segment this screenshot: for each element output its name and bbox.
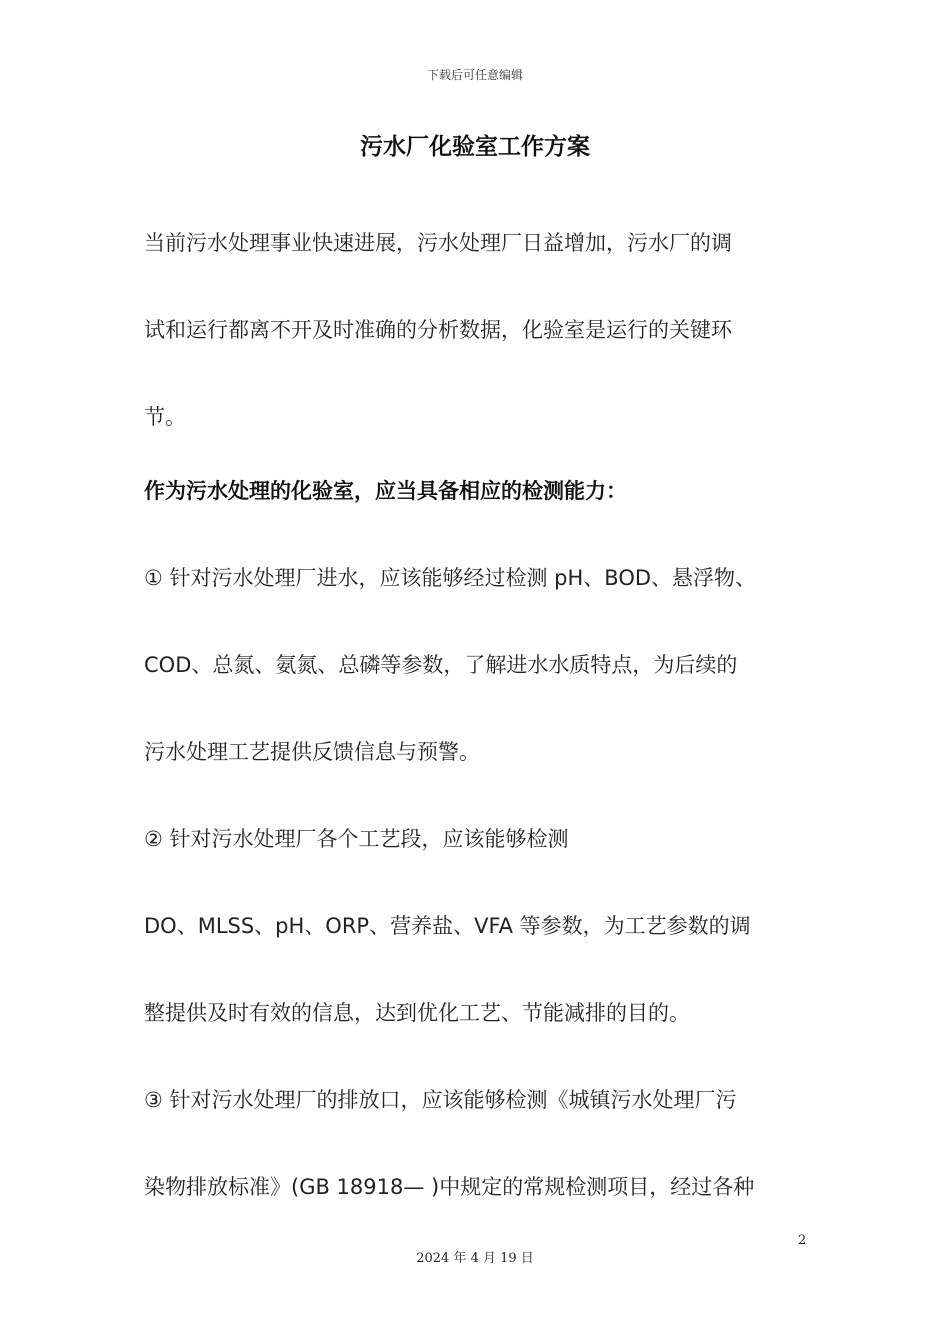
- list-item-2-line: ② 针对污水处理厂各个工艺段，应该能够检测: [144, 827, 569, 851]
- section-heading: 作为污水处理的化验室，应当具备相应的检测能力：: [144, 479, 627, 503]
- list-item-1-line: ① 针对污水处理厂进水，应该能够经过检测 pH、BOD、悬浮物、: [144, 566, 757, 590]
- footer-date: 2024 年 4 月 19 日: [416, 1251, 534, 1266]
- paragraph-line: 节。: [144, 405, 186, 429]
- paragraph-line: 试和运行都离不开及时准确的分析数据，化验室是运行的关键环: [144, 318, 732, 342]
- list-item-3-line: ③ 针对污水处理厂的排放口，应该能够检测《城镇污水处理厂污: [144, 1088, 737, 1112]
- list-item-1-line: 污水处理工艺提供反馈信息与预警。: [144, 740, 480, 764]
- list-item-2-line: 整提供及时有效的信息，达到优化工艺、节能减排的目的。: [144, 1001, 690, 1025]
- list-item-3-line: 染物排放标准》(GB 18918— )中规定的常规检测项目，经过各种: [144, 1175, 755, 1199]
- page-number: 2: [798, 1233, 807, 1248]
- list-item-2-line: DO、MLSS、pH、ORP、营养盐、VFA 等参数，为工艺参数的调: [144, 914, 751, 938]
- header-note: 下载后可任意编辑: [426, 68, 523, 82]
- document-title: 污水厂化验室工作方案: [360, 134, 590, 160]
- paragraph-line: 当前污水处理事业快速进展，污水处理厂日益增加，污水厂的调: [144, 231, 732, 255]
- list-item-1-line: COD、总氮、氨氮、总磷等参数，了解进水水质特点，为后续的: [144, 653, 738, 677]
